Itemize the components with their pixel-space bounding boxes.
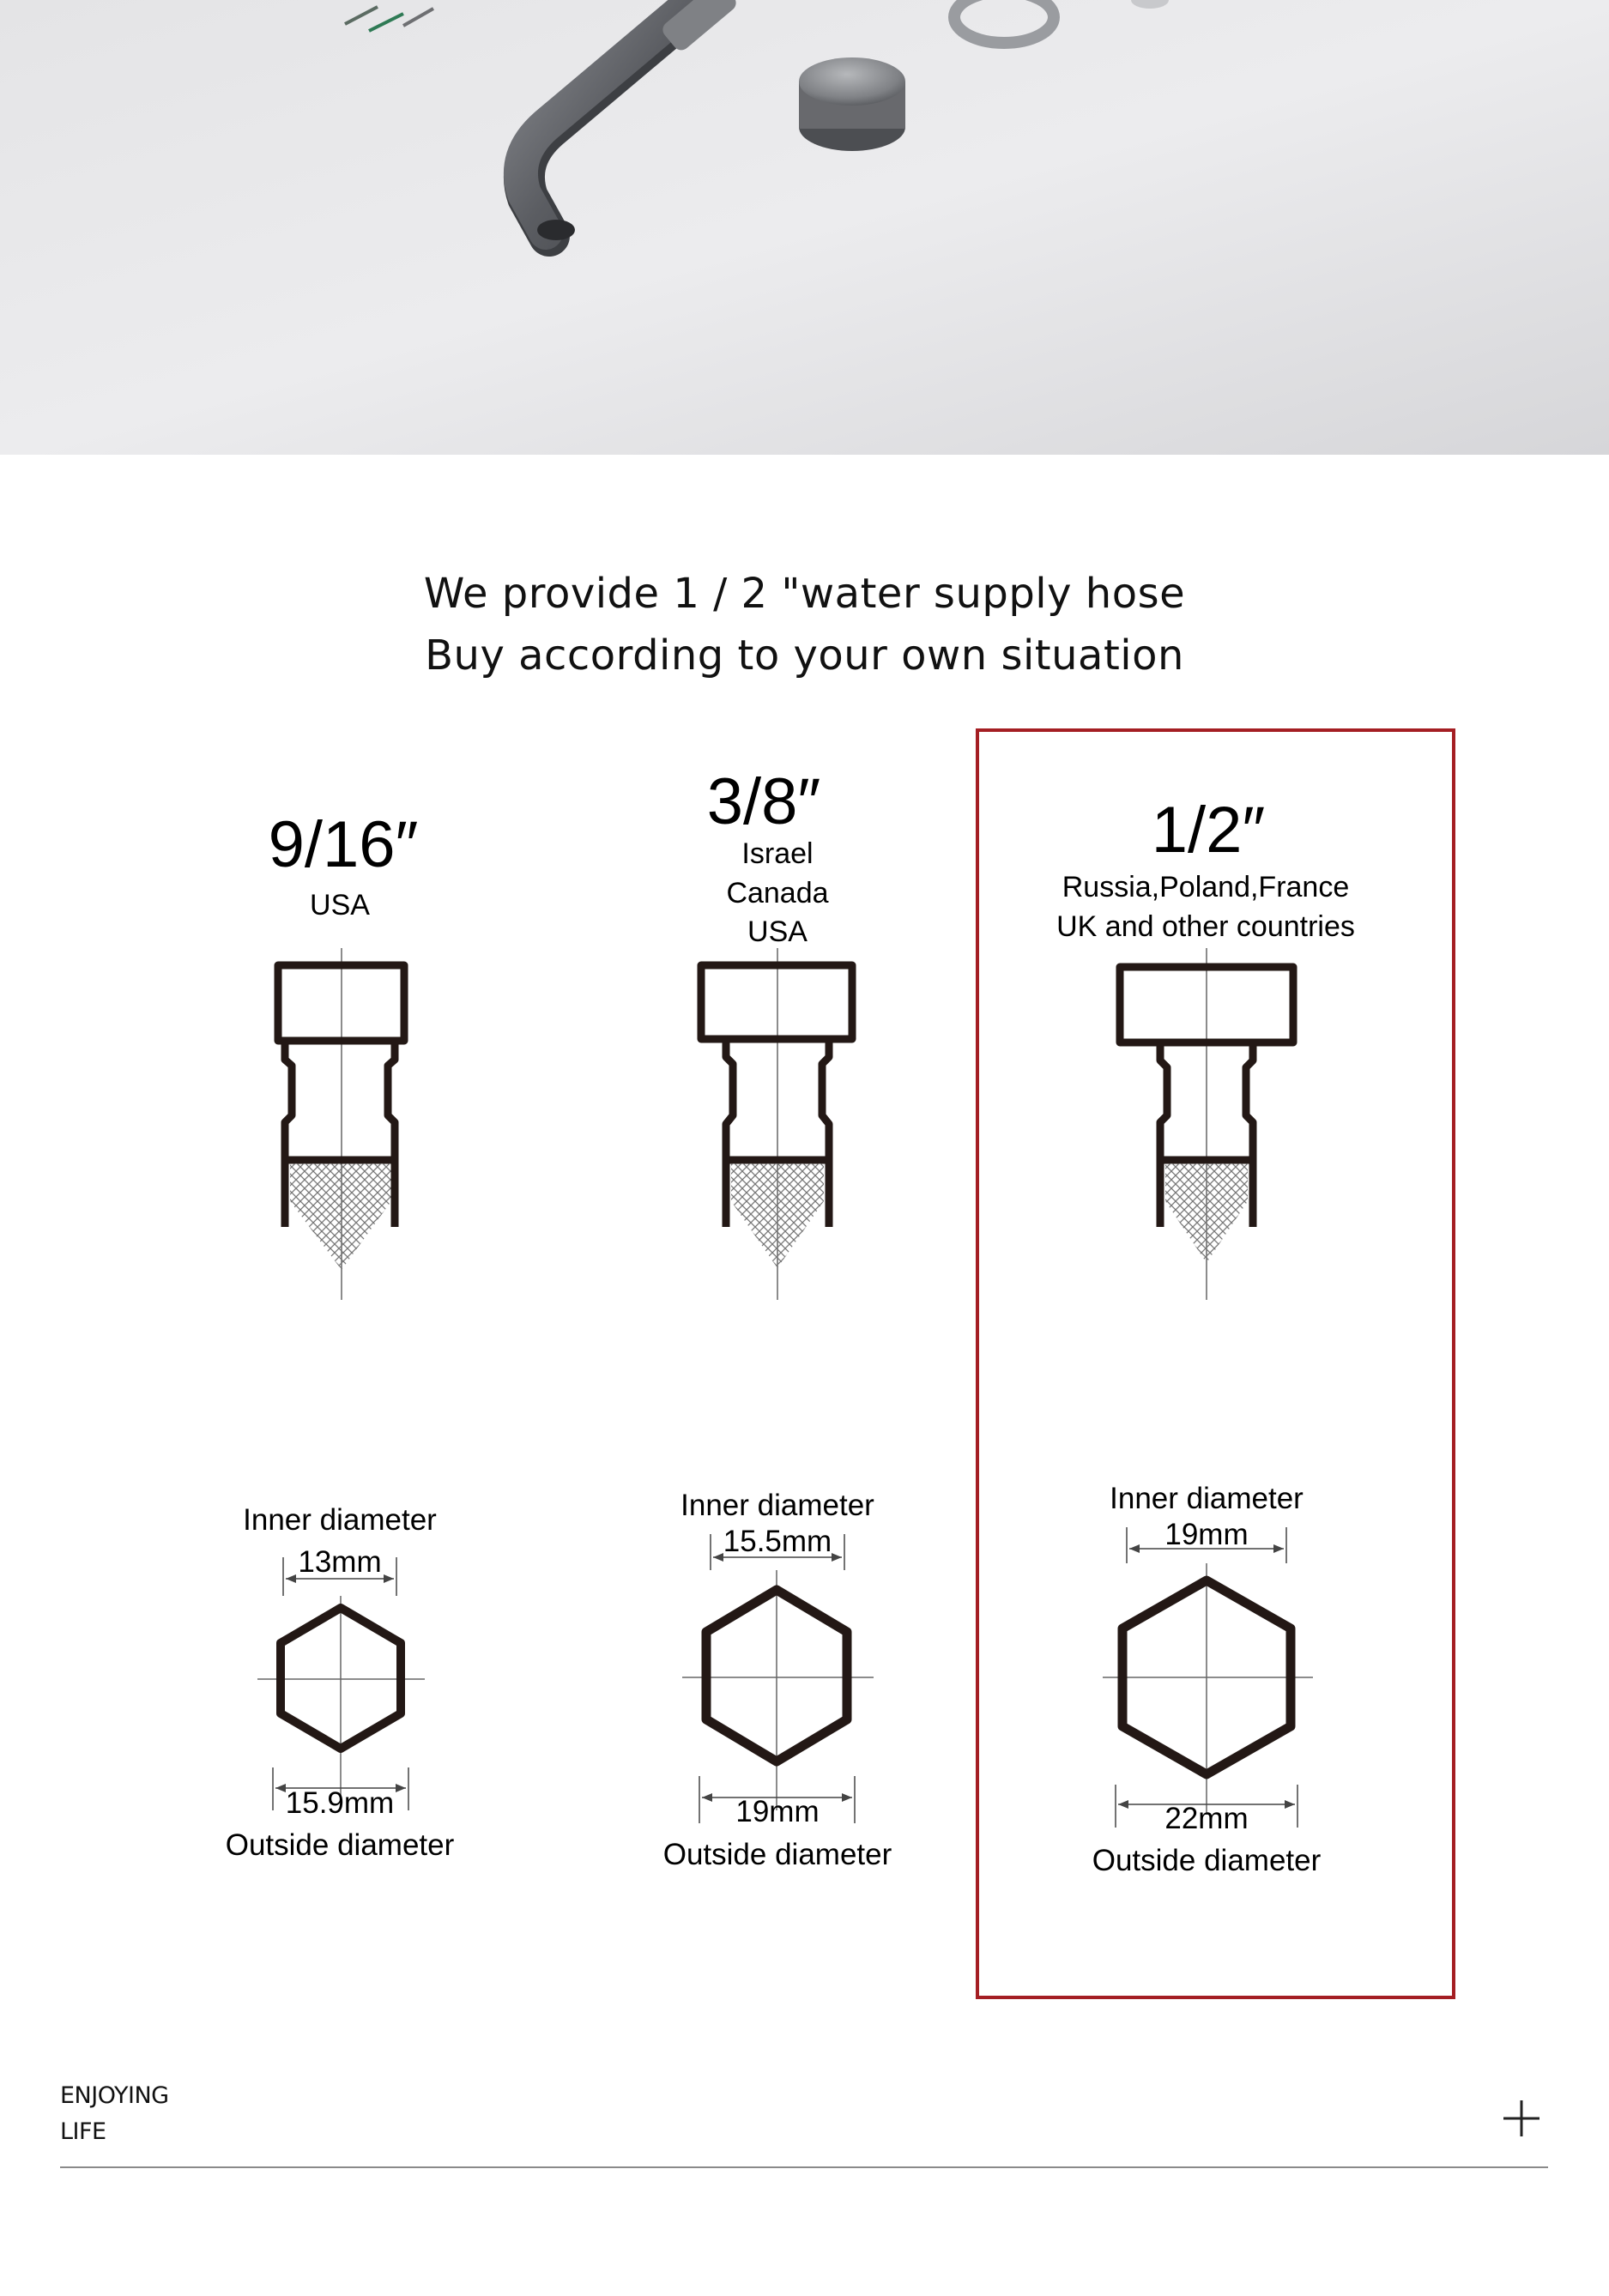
- footer-brand-line-2: LIFE: [60, 2118, 106, 2145]
- outside-diameter-value: 19mm: [735, 1795, 820, 1828]
- fitting-size-label: 3/8″: [706, 765, 821, 838]
- fitting-hex-section: [257, 1557, 425, 1810]
- footer-divider: [60, 2166, 1548, 2168]
- fitting-column-1-2: [1056, 794, 1355, 1877]
- fitting-hex-section: [682, 1534, 874, 1823]
- outside-diameter-label: Outside diameter: [225, 1828, 455, 1862]
- inner-diameter-label: Inner diameter: [243, 1503, 437, 1537]
- fitting-region-label: Russia,Poland,France: [1062, 871, 1350, 903]
- outside-diameter-label: Outside diameter: [662, 1838, 892, 1871]
- outside-diameter-label: Outside diameter: [1092, 1844, 1322, 1877]
- inner-diameter-value: 19mm: [1164, 1518, 1249, 1551]
- fitting-region-label: Israel: [741, 837, 814, 870]
- outside-diameter-value: 15.9mm: [285, 1786, 395, 1820]
- footer-brand-line-1: ENJOYING: [60, 2082, 169, 2109]
- plus-icon[interactable]: [1502, 2099, 1541, 2138]
- fitting-diagram: [0, 712, 1609, 2016]
- fitting-side-view: [1120, 948, 1293, 1300]
- fitting-size-label: 1/2″: [1151, 794, 1266, 867]
- inner-diameter-value: 13mm: [298, 1545, 382, 1579]
- fitting-region-label: UK and other countries: [1056, 910, 1355, 943]
- hero-product-photo: [0, 0, 1609, 455]
- fitting-hex-section: [1103, 1527, 1313, 1828]
- footer-brand: [60, 2078, 169, 2150]
- fitting-column-9-16: [226, 808, 455, 1862]
- fitting-size-label: 9/16″: [268, 808, 419, 881]
- fitting-side-view: [278, 948, 404, 1300]
- headline-line-1: We provide 1 / 2 "water supply hose: [423, 570, 1186, 618]
- fitting-region-label: USA: [310, 889, 370, 921]
- headline-line-2: Buy according to your own situation: [425, 631, 1184, 680]
- fitting-region-label: Canada: [726, 877, 829, 909]
- inner-diameter-label: Inner diameter: [1110, 1482, 1304, 1515]
- fitting-side-view: [701, 948, 852, 1300]
- inner-diameter-label: Inner diameter: [680, 1489, 874, 1522]
- inner-diameter-value: 15.5mm: [723, 1525, 832, 1558]
- fitting-column-3-8: [663, 765, 892, 1871]
- faucet-base: [799, 57, 905, 151]
- fitting-region-label: USA: [747, 915, 808, 948]
- outside-diameter-value: 22mm: [1164, 1802, 1249, 1835]
